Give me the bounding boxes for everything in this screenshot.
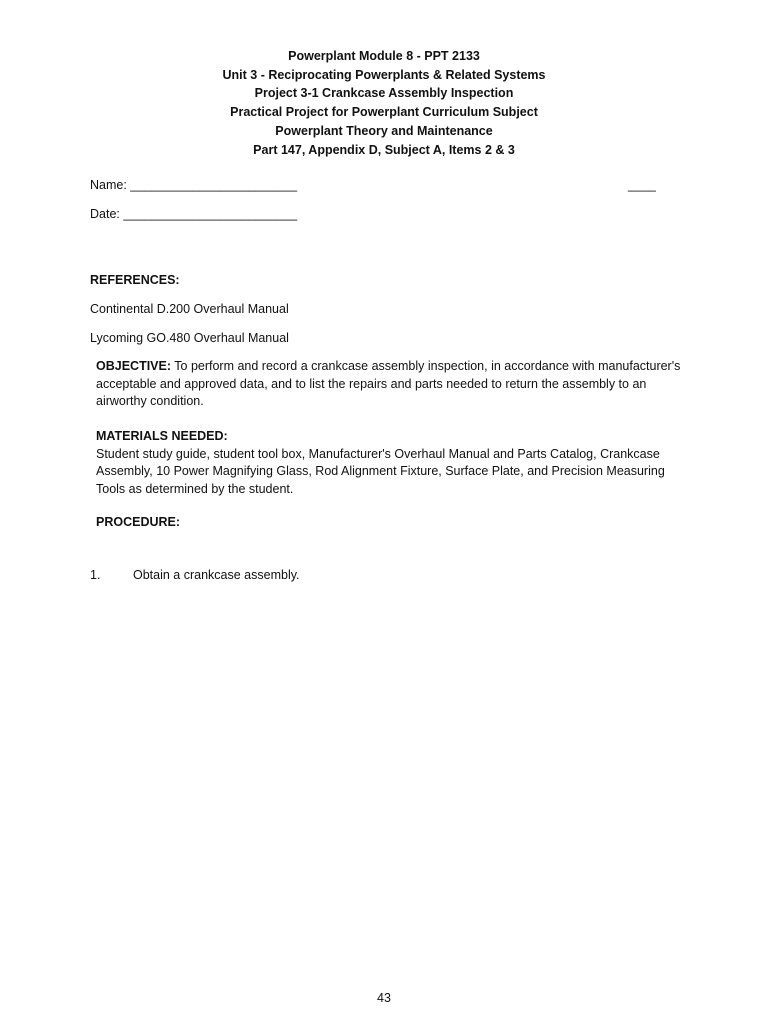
- reference-item: Lycoming GO.480 Overhaul Manual: [90, 331, 289, 345]
- header-line-curriculum: Practical Project for Powerplant Curriculum Subject: [230, 105, 538, 120]
- materials-line: Tools as determined by the student.: [96, 481, 294, 496]
- header-line-part: Part 147, Appendix D, Subject A, Items 2 & 3: [253, 142, 515, 157]
- reference-item: Continental D.200 Overhaul Manual: [90, 302, 289, 316]
- objective-line: airworthy condition.: [96, 394, 204, 408]
- header-line-unit: Unit 3 - Reciprocating Powerplants & Related Systems: [222, 67, 546, 82]
- materials-line: Student study guide, student tool box, Manufacturer's Overhaul Manual and Parts Catalog, Crankcase: [96, 446, 660, 461]
- materials-line: Assembly, 10 Power Magnifying Glass, Rod Alignment Fixture, Surface Plate, and Precision Measuring: [96, 464, 665, 478]
- step-number: 1.: [90, 568, 101, 582]
- date-field: Date: _________________________: [90, 207, 298, 221]
- procedure-label: PROCEDURE:: [96, 515, 181, 529]
- procedure-section: [96, 514, 686, 532]
- header-line-subject: Powerplant Theory and Maintenance: [275, 123, 493, 138]
- right-blank-line: ____: [628, 178, 656, 192]
- header-line-module: Powerplant Module 8 - PPT 2133: [288, 49, 480, 63]
- references-heading: REFERENCES:: [90, 273, 180, 287]
- materials-label: MATERIALS NEEDED:: [96, 429, 228, 443]
- page-number: 43: [377, 991, 391, 1005]
- objective-label: OBJECTIVE:: [96, 359, 172, 373]
- header-line-project: Project 3-1 Crankcase Assembly Inspection: [254, 86, 514, 101]
- objective-line: [96, 358, 686, 376]
- objective-line: acceptable and approved data, and to list the repairs and parts needed to return the assembly to an: [96, 376, 647, 391]
- document-header: [0, 47, 768, 159]
- objective-text: To perform and record a crankcase assembly inspection, in accordance with manufacturer's: [171, 359, 681, 373]
- step-text: Obtain a crankcase assembly.: [133, 568, 300, 582]
- objective-section: [96, 358, 686, 411]
- name-field: Name: ________________________: [90, 178, 298, 192]
- materials-section: [96, 428, 686, 498]
